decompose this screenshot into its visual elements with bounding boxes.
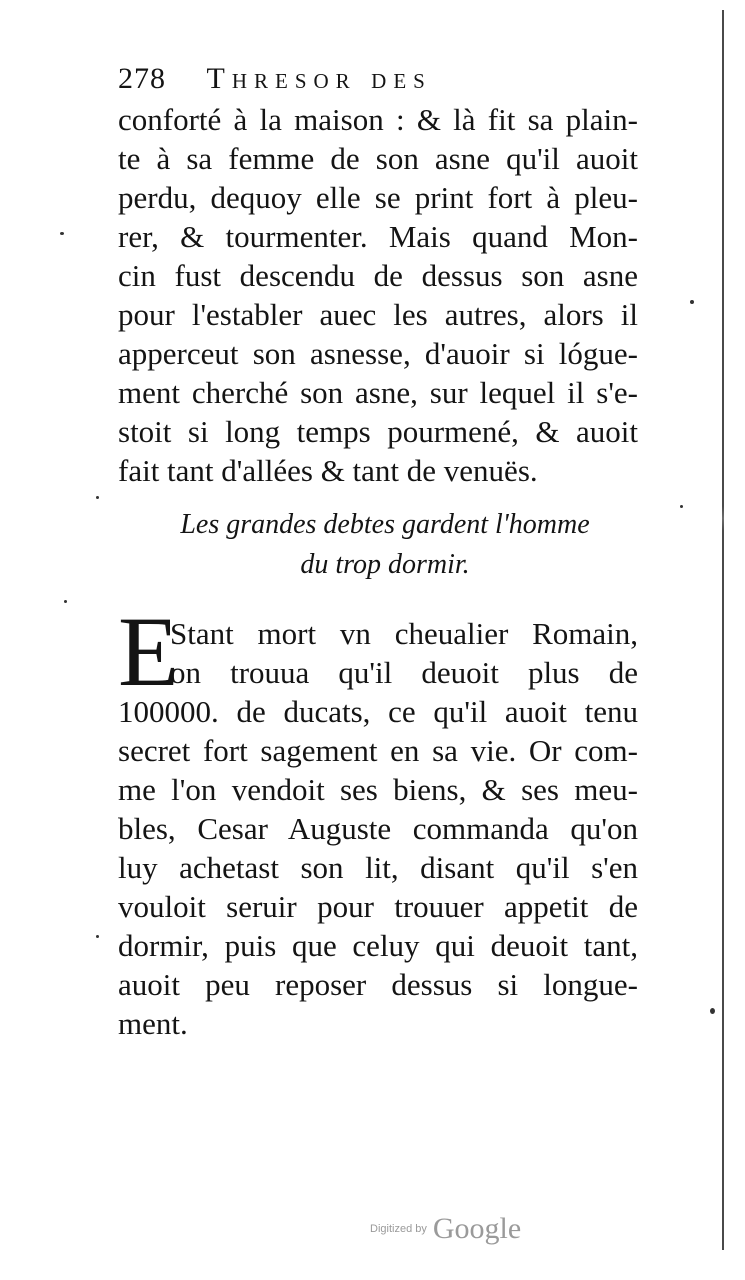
text-line: ment cherché son asne, sur lequel il s'e- [118,375,638,410]
binding-edge [722,10,724,1250]
text-line: 100000. de ducats, ce qu'il auoit tenu [118,694,638,729]
scan-speck [60,232,64,235]
text-line: te à sa femme de son asne qu'il auoit [118,141,638,176]
text-line: bles, Cesar Auguste commanda qu'on [118,811,638,846]
text-line: stoit si long temps pourmené, & auoit [118,414,638,449]
text-line: vouloit seruir pour trouuer appetit de [118,889,638,924]
drop-cap: E [118,596,180,707]
scan-speck [96,496,99,499]
digitized-watermark [370,1212,521,1246]
text-line: dormir, puis que celuy qui deuoit tant, [118,928,638,963]
text-line: luy achetast son lit, disant qu'il s'en [118,850,638,885]
watermark-prefix: Digitized by [370,1223,427,1235]
text-line: rer, & tourmenter. Mais quand Mon- [118,219,638,254]
page-number: 278 [118,62,166,95]
heading-line: Les grandes debtes gardent l'homme [180,509,590,540]
paragraph-2 [118,614,638,1043]
text-line: me l'on vendoit ses biens, & ses meu- [118,772,638,807]
scan-speck [680,505,683,508]
section-heading [150,505,620,585]
text-line: on trouua qu'il deuoit plus de [170,655,638,690]
text-line: Stant mort vn cheualier Romain, [170,616,638,651]
text-line: perdu, dequoy elle se print fort à pleu- [118,180,638,215]
text-line: apperceut son asnesse, d'auoir si lógue- [118,336,638,371]
text-line: conforté à la maison : & là fit sa plain- [118,102,638,137]
paragraph-1 [118,100,638,490]
scan-speck [64,600,67,603]
text-line: auoit peu reposer dessus si longue- [118,967,638,1002]
scan-speck [710,1008,715,1014]
text-line: pour l'establer auec les autres, alors il [118,297,638,332]
google-logo: Google [432,1212,522,1245]
text-line: cin fust descendu de dessus son asne [118,258,638,293]
text-line: fait tant d'allées & tant de venuës. [118,453,538,488]
heading-line: du trop dormir. [300,549,470,580]
text-line: ment. [118,1006,188,1041]
scan-speck [96,935,99,938]
text-line: secret fort sagement en sa vie. Or com- [118,733,638,768]
page-header [118,62,432,96]
scan-speck [690,300,694,304]
running-title: Thresor des [206,62,432,95]
